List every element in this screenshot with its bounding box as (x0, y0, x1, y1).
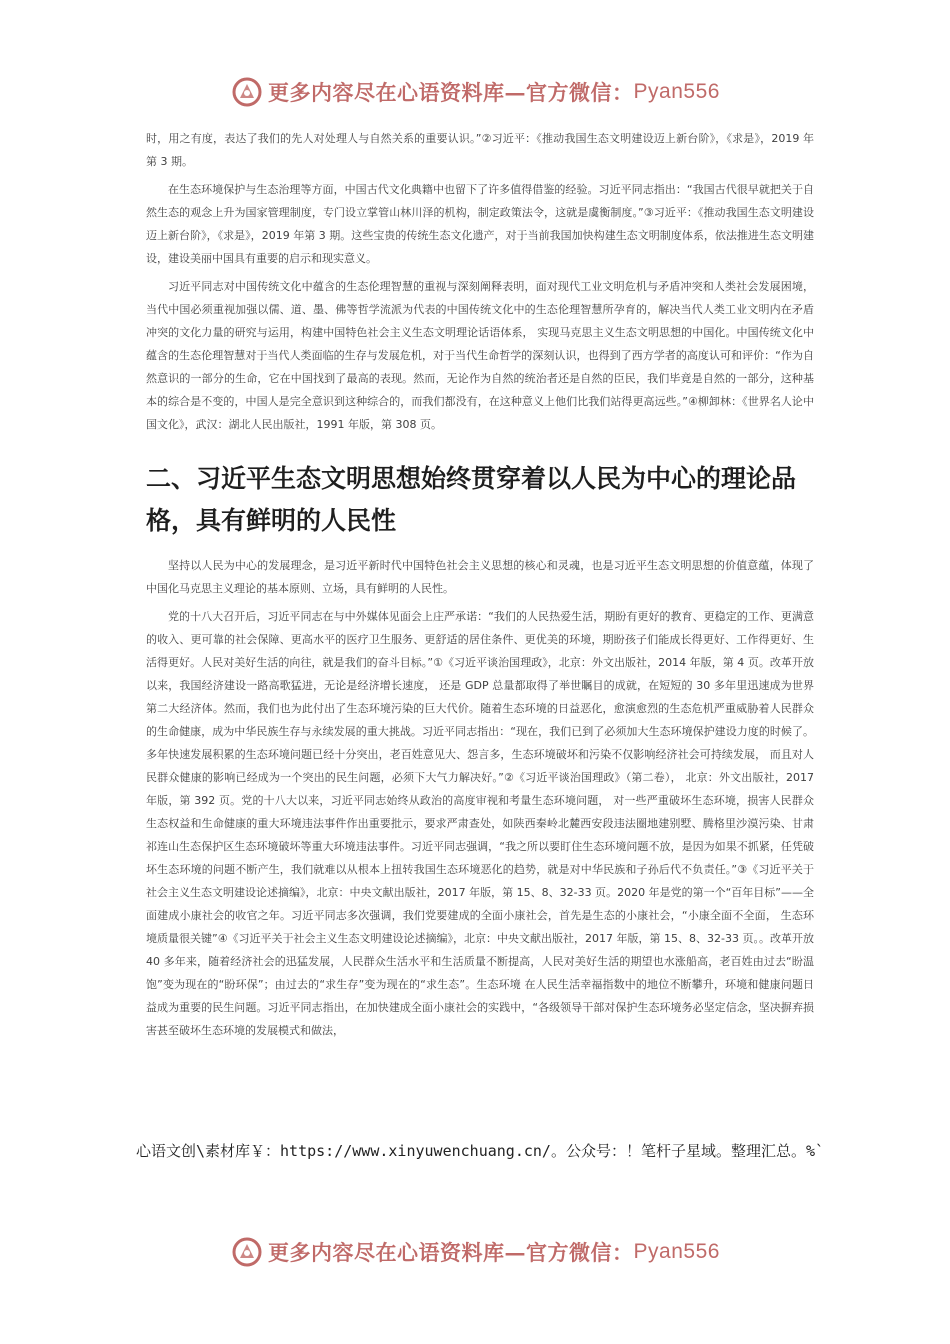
banner-text: 更多内容尽在心语资料库—官方微信： (268, 80, 634, 105)
logo-icon (230, 75, 264, 109)
watermark-banner-bottom (0, 1232, 950, 1272)
paragraph: 坚持以人民为中心的发展理念，是习近平新时代中国特色社会主义思想的核心和灵魂，也是习近平生态文明思想的价值意蕴，体现了中国化马克思主义理论的基本原则、立场，具有鲜明的人民性。 (146, 559, 814, 595)
banner-wechat-id: Pyan556 (633, 1240, 720, 1263)
source-note: 心语文创\素材库￥：https://www.xinyuwenchuang.cn/。公众号：！笔杆子星域。整理汇总。%` (136, 1142, 825, 1160)
watermark-banner-top (0, 72, 950, 112)
banner-wechat-id: Pyan556 (633, 80, 720, 103)
banner-text: 更多内容尽在心语资料库—官方微信： (268, 1240, 634, 1265)
paragraph: 习近平同志对中国传统文化中蕴含的生态伦理智慧的重视与深刻阐释表明，面对现代工业文明危机与矛盾冲突和人类社会发展困境，当代中国必须重视加强以儒、道、墨、佛等哲学流派为代表的中国传统文化中的生态伦理智慧所孕育的，解决当代人类工业文明内在矛盾冲突的文化力量的研究与运用，构建中国特色社会主义生态文明理论话语体系， 实现马克思主义生态文明思想的中国化。中国传统文化中蕴含的生态伦理智慧对于当代人类面临的生存与发展危机，对于当代生命哲学的深刻认识，也得到了西方学者的高度认可和评价：“作为自然意识的一部分的生命，它在中国找到了最高的表现。然而，无论作为自然的统治者还是自然的臣民，我们毕竟是自然的一部分，这种基本的综合是不变的，中国人是完全意识到这种综合的，而我们都没有，在这种意义上他们比我们站得更高远些。”④柳卸林：《世界名人论中国文化》，武汉：湖北人民出版社，1991 年版，第 308 页。 (146, 280, 814, 431)
logo-icon (230, 1235, 264, 1269)
document-body (146, 127, 814, 1047)
paragraph: 在生态环境保护与生态治理等方面，中国古代文化典籍中也留下了许多值得借鉴的经验。习近平同志指出：“我国古代很早就把关于自然生态的观念上升为国家管理制度，专门设立掌管山林川泽的机构，制定政策法令，这就是虞衡制度。”③习近平：《推动我国生态文明建设迈上新台阶》，《求是》，2019 年第 3 期。这些宝贵的传统生态文化遗产，对于当前我国加快构建生态文明制度体系，依法推进生态文明建设，建设美丽中国具有重要的启示和现实意义。 (146, 183, 814, 265)
section-heading: 二、习近平生态文明思想始终贯穿着以人民为中心的理论品格，具有鲜明的人民性 (146, 464, 797, 535)
paragraph-continued: 时，用之有度，表达了我们的先人对处理人与自然关系的重要认识。”②习近平：《推动我国生态文明建设迈上新台阶》，《求是》，2019 年第 3 期。 (146, 132, 814, 168)
paragraph: 党的十八大召开后，习近平同志在与中外媒体见面会上庄严承诺：“我们的人民热爱生活，期盼有更好的教育、更稳定的工作、更满意的收入、更可靠的社会保障、更高水平的医疗卫生服务、更舒适的居住条件、更优美的环境，期盼孩子们能成长得更好、工作得更好、生活得更好。人民对美好生活的向往，就是我们的奋斗目标。”①《习近平谈治国理政》，北京：外文出版社，2014 年版，第 4 页。改革开放以来，我国经济建设一路高歌猛进，无论是经济增长速度， 还是 GDP 总量都取得了举世瞩目的成就，在短短的 30 多年里迅速成为世界第二大经济体。然而，我们也为此付出了生态环境污染的巨大代价。随着生态环境的日益恶化，愈演愈烈的生态危机严重威胁着人民群众的生命健康，成为中华民族生存与永续发展的重大挑战。习近平同志指出：“现在，我们已到了必须加大生态环境保护建设力度的时候了。多年快速发展积累的生态环境问题已经十分突出，老百姓意见大、怨言多，生态环境破坏和污染不仅影响经济社会可持续发展， 而且对人民群众健康的影响已经成为一个突出的民生问题，必须下大气力解决好。”②《习近平谈治国理政》（第二卷）， 北京：外文出版社，2017 年版，第 392 页。党的十八大以来，习近平同志始终从政治的高度审视和考量生态环境问题， 对一些严重破坏生态环境，损害人民群众生态权益和生命健康的重大环境违法事件作出重要批示，要求严肃查处，如陕西秦岭北麓西安段违法圈地建别墅、腾格里沙漠污染、甘肃祁连山生态保护区生态环境破坏等重大环境违法事件。习近平同志强调，“我之所以要盯住生态环境问题不放，是因为如果不抓紧，任凭破坏生态环境的问题不断产生，我们就难以从根本上扭转我国生态环境恶化的趋势，就是对中华民族和子孙后代不负责任。”③《习近平关于社会主义生态文明建设论述摘编》，北京：中央文献出版社，2017 年版，第 15、8、32-33 页。2020 年是党的第一个“百年目标”——全面建成小康社会的收官之年。习近平同志多次强调，我们党要建成的全面小康社会，首先是生态的小康社会，“小康全面不全面， 生态环境质量很关键”④《习近平关于社会主义生态文明建设论述摘编》，北京：中央文献出版社，2017 年版，第 15、8、32-33 页。。改革开放 40 多年来，随着经济社会的迅猛发展，人民群众生活水平和生活质量不断提高，人民对美好生活的期望也水涨船高，老百姓由过去“盼温饱”变为现在的“盼环保”；由过去的“求生存”变为现在的“求生态”。生态环境 在人民生活幸福指数中的地位不断攀升，环境和健康问题日益成为重要的民生问题。习近平同志指出，在加快建成全面小康社会的实践中，“各级领导干部对保护生态环境务必坚定信念，坚决摒弃损害甚至破坏生态环境的发展模式和做法， (146, 610, 814, 1037)
